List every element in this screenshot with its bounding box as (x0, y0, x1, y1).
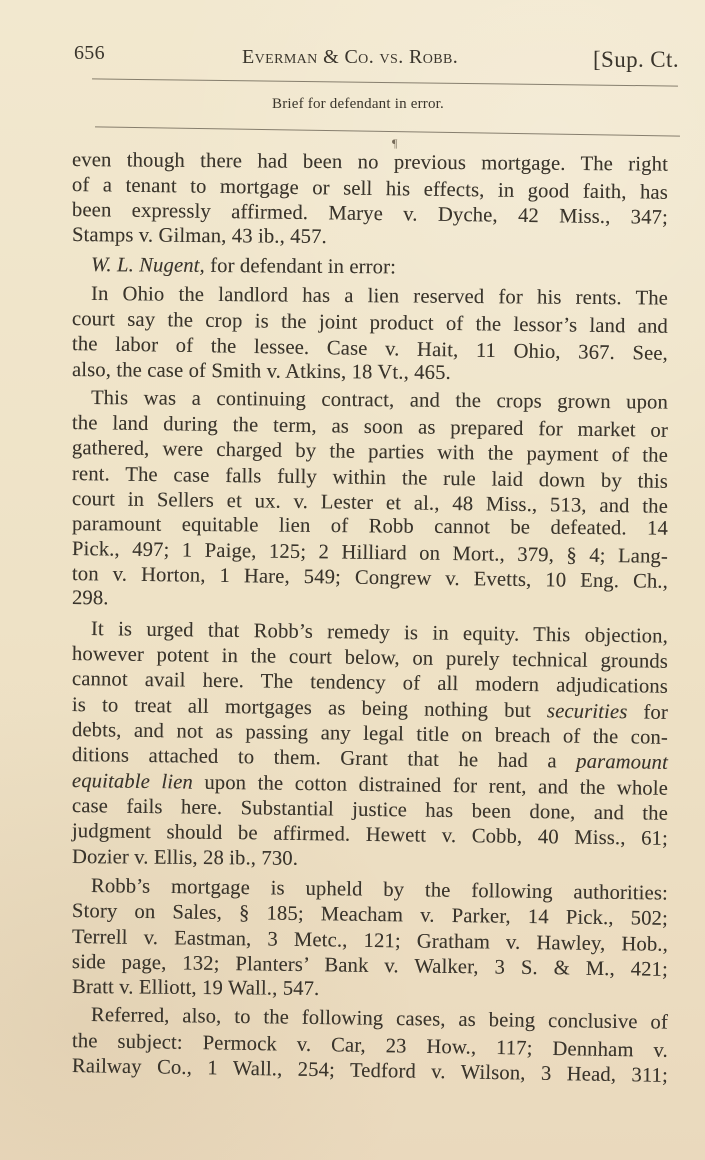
text-line: the land during the term, as soon as prepared for market or (71, 412, 669, 442)
text-line (91, 254, 666, 282)
text-fragment: ditions attached to them. Grant that he had a (71, 744, 577, 773)
text-line: gathered, were charged by the parties with the payment of the (71, 437, 669, 467)
text-line: Terrell v. Eastman, 3 Metc., 121; Gratham v. Hawley, Hob., (71, 926, 669, 956)
text-line: however potent in the court below, on purely technical grounds (71, 643, 669, 673)
text-line: It is urged that Robb’s remedy is in equity. This objection, (90, 618, 669, 648)
text-line: In Ohio the landlord has a lien reserved for his rents. The (90, 283, 669, 310)
text-line: Bratt v. Elliott, 19 Wall., 547. (71, 976, 320, 1000)
text-line: of a tenant to mortgage or sell his effects, in good faith, has (71, 174, 669, 204)
text-line: rent. The case falls fully within the rule laid down by this (71, 463, 669, 493)
text-line: Railway Co., 1 Wall., 254; Tedford v. Wilson, 3 Head, 311; (71, 1055, 669, 1087)
text-line: ton v. Horton, 1 Hare, 549; Congrew v. Evetts, 10 Eng. Ch., (71, 563, 669, 593)
attorney-name: W. L. Nugent, (90, 254, 205, 277)
text-line: case fails here. Substantial justice has been done, and the (71, 795, 669, 825)
text-fragment: upon the cotton distrained for rent, and the whole (192, 771, 669, 800)
text-line: 298. (71, 587, 109, 610)
text-fragment: is to treat all mortgages as being nothing but (71, 694, 548, 723)
page-header (74, 36, 679, 76)
text-line: been expressly affirmed. Marye v. Dyche, 42 Miss., 347; (71, 199, 669, 229)
text-line: also, the case of Smith v. Atkins, 18 Vt., 465. (71, 359, 451, 384)
page-number: 656 (74, 42, 105, 64)
text-line: cannot avail here. The tendency of all modern adjudications (71, 668, 669, 698)
text-line: Robb’s mortgage is upheld by the following authorities: (90, 875, 669, 905)
text-line: even though there had been no previous mortgage. The right (71, 149, 669, 176)
text-line: court say the crop is the joint product of the lessor’s land and (71, 308, 669, 338)
text-line: Referred, also, to the following cases, as being conclusive of (90, 1004, 669, 1034)
header-rule (92, 78, 678, 86)
section-heading: Brief for defendant in error. (272, 96, 444, 112)
text-line: the labor of the lessee. Case v. Hait, 11 Ohio, 367. See, (71, 333, 669, 365)
text-line: the subject: Permock v. Car, 23 How., 117; Dennham v. (71, 1030, 669, 1062)
printer-mark: ¶ (392, 136, 398, 150)
section-rule (95, 126, 680, 136)
running-title: Everman & Co. vs. Robb. (242, 46, 459, 68)
text-line: paramount equitable lien of Robb cannot be defeated. 14 (71, 513, 669, 540)
attorney-role: for defendant in error: (204, 254, 397, 279)
text-line: court in Sellers et ux. v. Lester et al., 48 Miss., 513, and the (71, 488, 669, 518)
text-fragment: for (627, 701, 669, 724)
text-line: Story on Sales, § 185; Meacham v. Parker, 14 Pick., 502; (71, 900, 669, 930)
text-line: side page, 132; Planters’ Bank v. Walker, 3 S. & M., 421; (71, 951, 669, 981)
text-line: Dozier v. Ellis, 28 ib., 730. (71, 846, 299, 870)
text-line: This was a continuing contract, and the crops grown upon (90, 387, 669, 414)
text-line: debts, and not as passing any legal title on breach of the con- (71, 719, 669, 749)
court-label: [Sup. Ct. (592, 47, 679, 72)
italic-term: equitable lien (71, 770, 194, 794)
text-line: Stamps v. Gilman, 43 ib., 457. (71, 224, 327, 249)
text-line: Pick., 497; 1 Paige, 125; 2 Hilliard on Mort., 379, § 4; Lang- (71, 538, 669, 568)
italic-term: securities (546, 700, 628, 724)
italic-term: paramount (576, 750, 669, 774)
text-line: judgment should be affirmed. Hewett v. Cobb, 40 Miss., 61; (71, 820, 669, 850)
